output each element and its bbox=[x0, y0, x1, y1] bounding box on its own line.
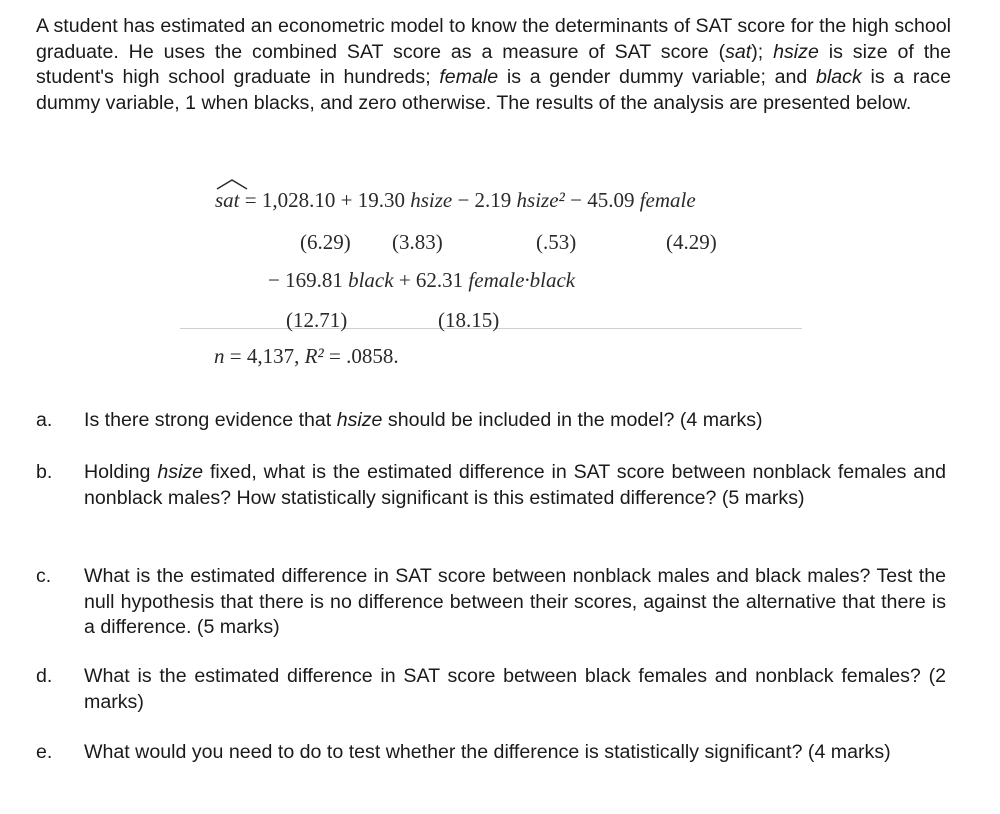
se-female: (4.29) bbox=[666, 230, 717, 254]
intro-text-5: is a race dummy variable, 1 when blacks, and zero otherwise. The results of the analysis are presented below. bbox=[36, 66, 952, 114]
question-e bbox=[36, 740, 946, 794]
var-black: black bbox=[348, 268, 394, 292]
se-intercept: (6.29) bbox=[300, 230, 351, 254]
question-text: What is the estimated difference in SAT score between black females and nonblack females? (2 marks) bbox=[84, 665, 946, 713]
se-female-black: (18.15) bbox=[438, 308, 500, 332]
question-label: c. bbox=[36, 565, 52, 587]
n-value: 4,137 bbox=[246, 344, 295, 368]
intro-text-4: is a gender dummy variable; and bbox=[498, 66, 817, 89]
question-text: What would you need to do to test whether the difference is statistically significant? (4 marks) bbox=[84, 741, 891, 763]
question-a bbox=[36, 408, 946, 438]
question-d bbox=[36, 664, 946, 718]
question-b bbox=[36, 460, 946, 540]
intro-var-hsize: hsize bbox=[773, 40, 819, 63]
se-hsize2: (.53) bbox=[536, 230, 577, 254]
regression-equation bbox=[180, 172, 802, 384]
r2-label: R² bbox=[304, 344, 324, 368]
question-label: e. bbox=[36, 741, 53, 763]
question-label: a. bbox=[36, 409, 53, 431]
hat-icon bbox=[215, 178, 249, 190]
coef-hsize: 19.30 bbox=[357, 188, 405, 212]
question-text: What is the estimated difference in SAT score between nonblack males and black males? Test the null hypothesis that there is no difference between their scores, against the alternative that there is a difference. (5 marks) bbox=[84, 565, 946, 639]
coef-female-black: 62.31 bbox=[415, 268, 464, 292]
intro-var-sat: sat bbox=[725, 40, 752, 63]
var-female: female bbox=[639, 188, 696, 212]
n-label: n bbox=[214, 344, 225, 368]
var-female-black: female·black bbox=[468, 268, 576, 292]
intercept: 1,028.10 bbox=[261, 188, 336, 212]
intro-var-black: black bbox=[816, 66, 862, 89]
intro-text-3: is size of the student's high school graduate in hundreds; bbox=[36, 40, 951, 89]
equals-sign: = bbox=[239, 188, 262, 212]
var-hsize2: hsize² bbox=[516, 188, 565, 212]
se-hsize: (3.83) bbox=[392, 230, 443, 254]
var-hsize: hsize bbox=[410, 188, 453, 212]
equation-line-3: n = 4,137, R² = .0858. bbox=[214, 344, 399, 368]
question-label: d. bbox=[36, 665, 53, 687]
question-text: Is there strong evidence that hsize should be included in the model? (4 marks) bbox=[84, 409, 763, 431]
dependent-variable: sat bbox=[215, 188, 240, 212]
intro-var-female: female bbox=[439, 66, 499, 89]
question-c bbox=[36, 564, 946, 644]
coef-black: 169.81 bbox=[285, 268, 343, 292]
intro-paragraph bbox=[36, 14, 951, 116]
intro-text-2: ); bbox=[751, 40, 764, 63]
r2-value: .0858 bbox=[346, 344, 394, 368]
question-label: b. bbox=[36, 461, 53, 483]
question-text: Holding hsize fixed, what is the estimated difference in SAT score between nonblack females and nonblack males? How statistically significant is this estimated difference? (5 marks) bbox=[84, 461, 946, 509]
equation-line-2: − 169.81 black + 62.31 female·black bbox=[268, 268, 576, 292]
intro-text-1: A student has estimated an econometric model to know the determinants of SAT score for the high school graduate. He uses the combined SAT score as a measure of SAT score ( bbox=[36, 15, 951, 63]
se-black: (12.71) bbox=[286, 308, 348, 332]
coef-female: 45.09 bbox=[587, 188, 635, 212]
equation-line-1: sat = 1,028.10 + 19.30 hsize − 2.19 hsize² − 45.09 female bbox=[215, 188, 696, 213]
coef-hsize2: 2.19 bbox=[474, 188, 512, 212]
